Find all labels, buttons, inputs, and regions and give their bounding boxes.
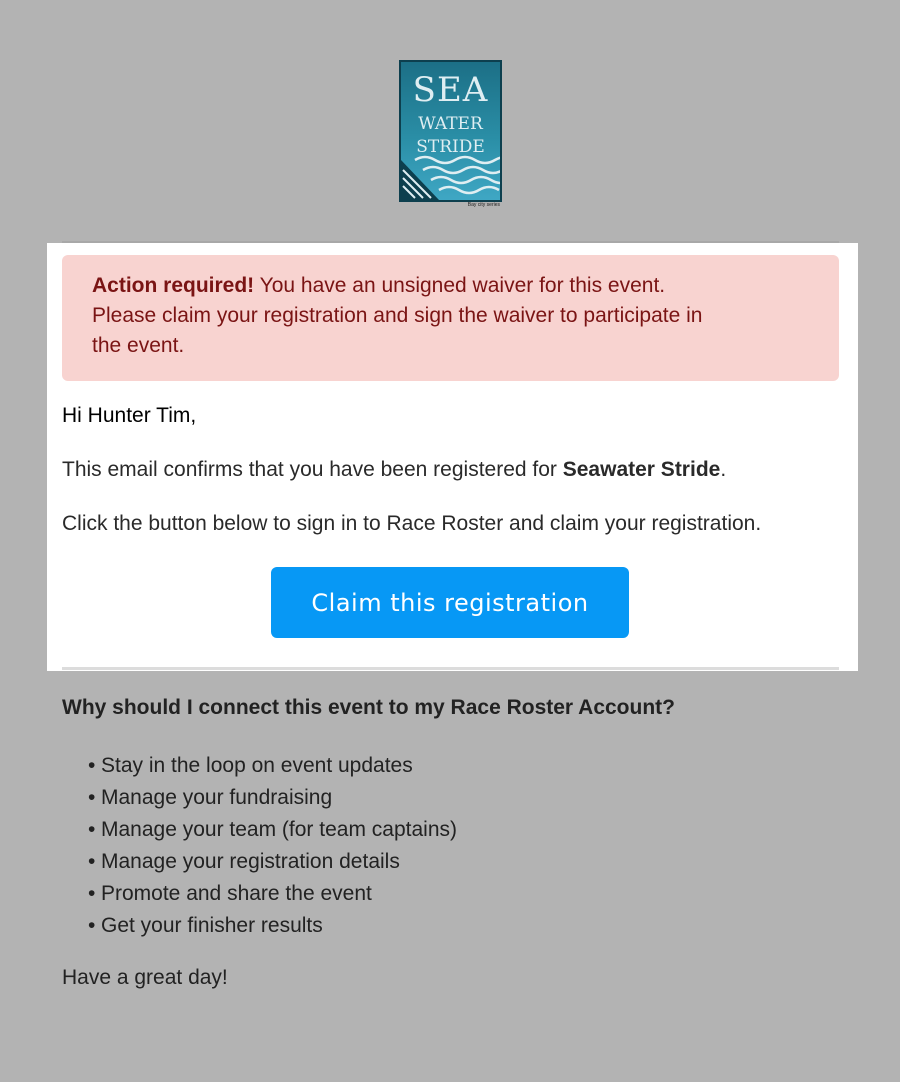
logo-tagline: Bay city series (467, 202, 500, 208)
benefits-list (88, 750, 457, 942)
confirmation-prefix: This email confirms that you have been registered for (62, 458, 563, 481)
confirmation-text (62, 458, 726, 482)
confirmation-suffix: . (720, 458, 727, 481)
instruction-text: Click the button below to sign in to Race Roster and claim your registration. (62, 512, 762, 535)
why-heading: Why should I connect this event to my Race Roster Account? (62, 696, 675, 719)
event-name: Seawater Stride (562, 458, 721, 481)
list-item: • Manage your team (for team captains) (88, 814, 457, 846)
bullet-icon: • (88, 882, 96, 905)
alert-line-3: the event. (92, 334, 185, 357)
alert-line-1 (92, 271, 809, 301)
list-item: • Manage your registration details (88, 846, 457, 878)
bullet-icon: • (88, 850, 96, 873)
logo-waves-icon (401, 150, 500, 200)
alert-strong: Action required! (92, 274, 255, 297)
alert-line-2: Please claim your registration and sign the waiver to participate in (92, 304, 703, 327)
event-logo (399, 60, 502, 210)
bullet-icon: • (88, 754, 96, 777)
claim-registration-button[interactable]: Claim this registration (271, 567, 629, 638)
waiver-alert (62, 255, 839, 381)
bullet-icon: • (88, 786, 96, 809)
logo-text-sea: SEA (412, 70, 489, 110)
logo-badge (399, 60, 502, 202)
bullet-icon: • (88, 818, 96, 841)
greeting: Hi Hunter Tim, (62, 404, 197, 427)
logo-text-water: WATER (418, 114, 483, 134)
alert-message: You have an unsigned waiver for this event. (254, 274, 666, 297)
list-item: • Stay in the loop on event updates (88, 750, 457, 782)
divider-bottom (62, 667, 839, 670)
list-item: • Get your finisher results (88, 910, 457, 942)
bullet-icon: • (88, 914, 96, 937)
list-item: • Manage your fundraising (88, 782, 457, 814)
logo-text-stride: STRIDE (416, 137, 485, 157)
list-item: • Promote and share the event (88, 878, 457, 910)
signoff: Have a great day! (62, 966, 228, 989)
